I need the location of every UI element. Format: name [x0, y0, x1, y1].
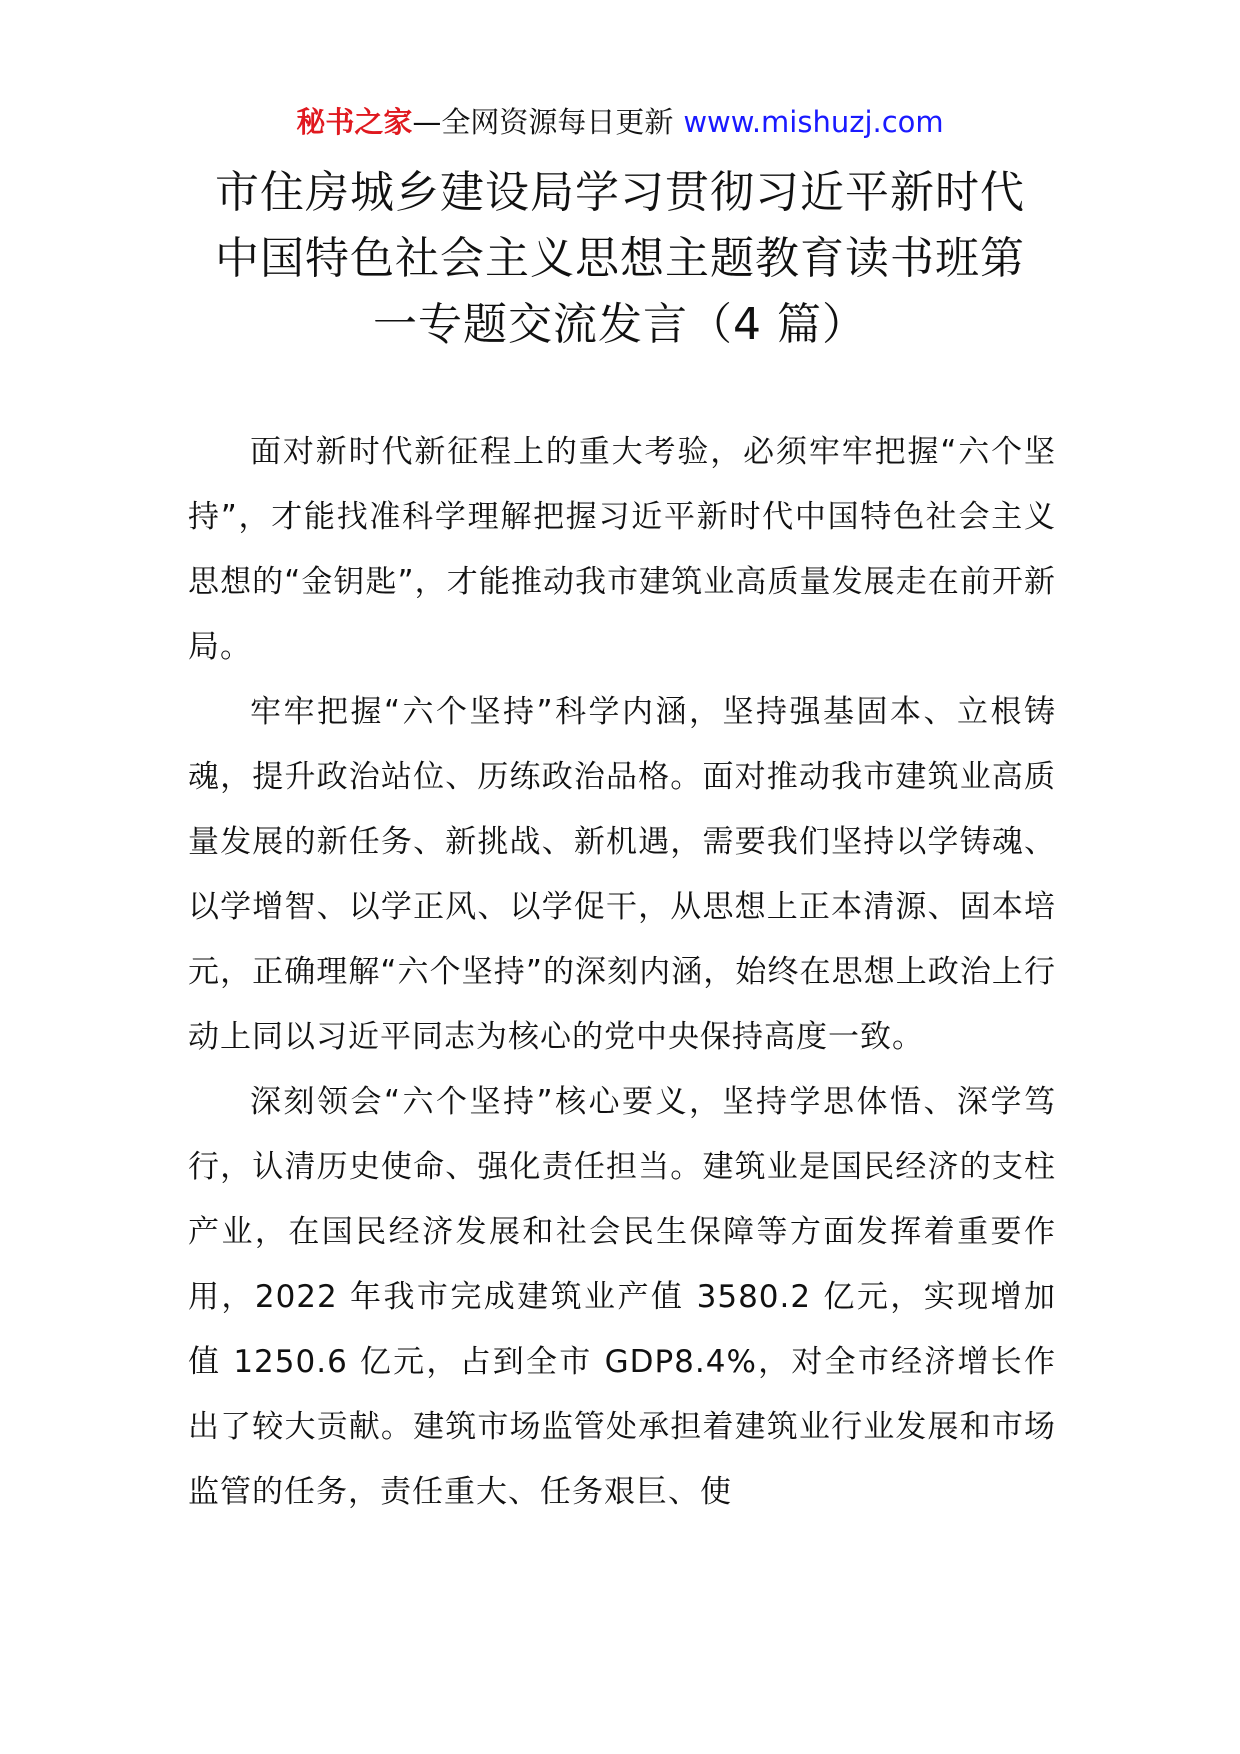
paragraph-1: 面对新时代新征程上的重大考验，必须牢牢把握“六个坚持”，才能找准科学理解把握习近平新时代中国特色社会主义思想的“金钥匙”，才能推动我市建筑业高质量发展走在前开新局。 [188, 434, 1056, 665]
document-title [190, 160, 1050, 358]
title-line-3: 一专题交流发言（4 篇） [373, 299, 867, 350]
header-slogan: —全网资源每日更新 [412, 105, 674, 139]
site-url-link[interactable]: www.mishuzj.com [683, 105, 944, 139]
title-line-1: 市住房城乡建设局学习贯彻习近平新时代 [215, 167, 1025, 218]
document-body [188, 420, 1056, 1525]
brand-name: 秘书之家 [296, 105, 413, 139]
title-line-2: 中国特色社会主义思想主题教育读书班第 [215, 233, 1025, 284]
paragraph-2: 牢牢把握“六个坚持”科学内涵，坚持强基固本、立根铸魂，提升政治站位、历练政治品格。面对推动我市建筑业高质量发展的新任务、新挑战、新机遇，需要我们坚持以学铸魂、以学增智、以学正风、以学促干，从思想上正本清源、固本培元，正确理解“六个坚持”的深刻内涵，始终在思想上政治上行动上同以习近平同志为核心的党中央保持高度一致。 [188, 694, 1056, 1055]
site-header [0, 102, 1240, 142]
paragraph-3: 深刻领会“六个坚持”核心要义，坚持学思体悟、深学笃行，认清历史使命、强化责任担当。建筑业是国民经济的支柱产业，在国民经济发展和社会民生保障等方面发挥着重要作用，2022 年我市完成建筑业产值 3580.2 亿元，实现增加值 1250.6 亿元，占到全市 GDP8.4%，对全市经济增长作出了较大贡献。建筑市场监管处承担着建筑业行业发展和市场监管的任务，责任重大、任务艰巨、使 [188, 1084, 1056, 1510]
